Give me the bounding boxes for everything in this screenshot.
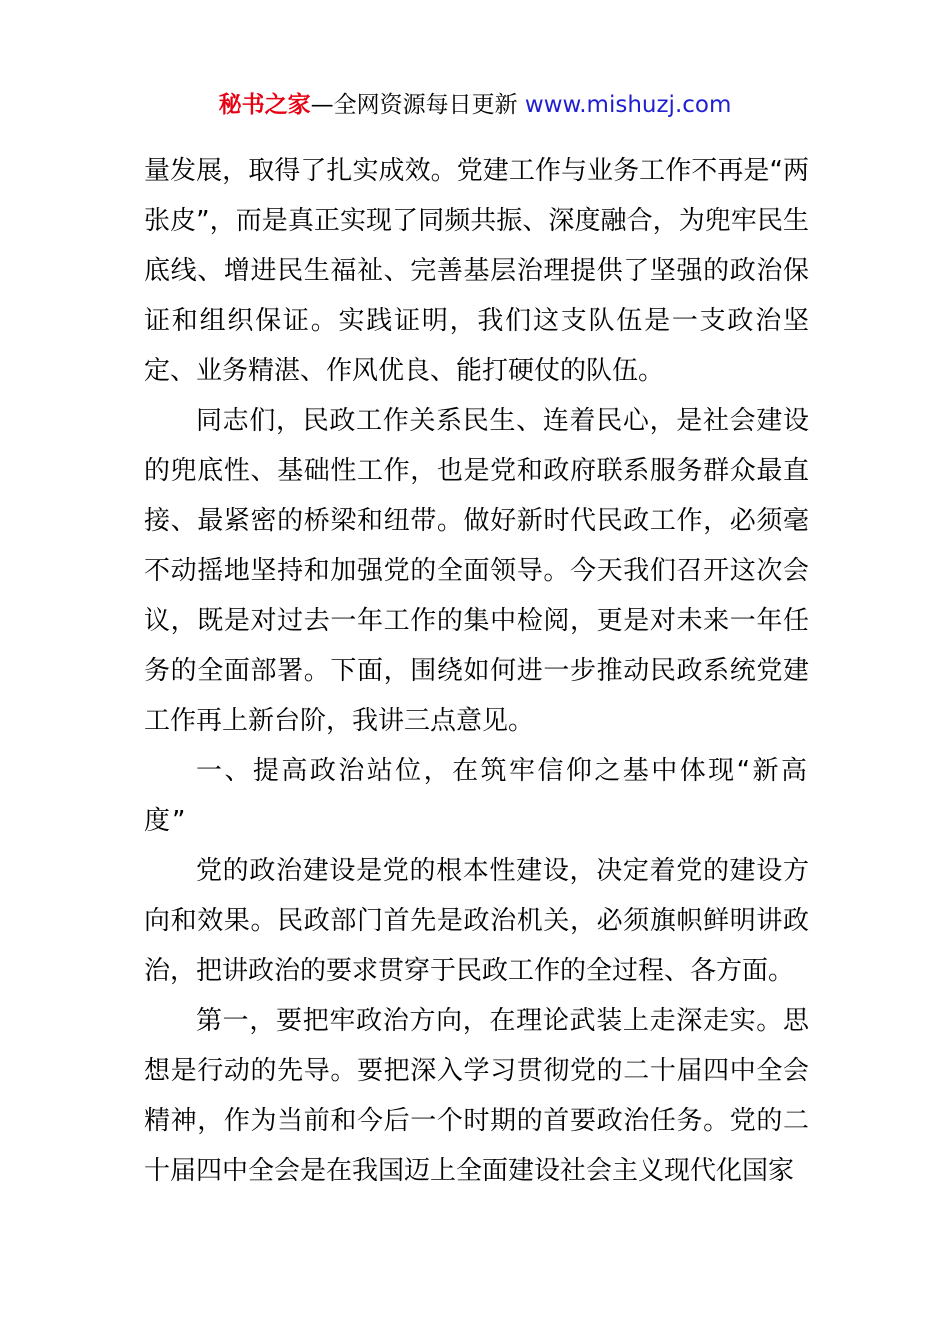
text-line: 接、最紧密的桥梁和纽带。做好新时代民政工作，必须毫: [144, 506, 809, 536]
text-line: 政治保证和组织保证。实践证明，我们这支队伍是一支政: [144, 256, 809, 336]
text-line: 牢民生底线、增进民生福祉、完善基层治理提供了坚强的: [144, 206, 809, 286]
brand-name: 秘书之家: [218, 92, 311, 118]
text-line: 务的全面部署。下面，围绕如何进一步推动民政系统党建: [144, 656, 809, 686]
text-line: 第一，要把牢政治方向，在理论武装上走深走实。思: [196, 1006, 809, 1036]
text-line: 同志们，民政工作关系民生、连着民心，是社会建设: [196, 406, 809, 436]
text-line: 党的政治建设是党的根本性建设，决定着党的建设方: [196, 856, 809, 886]
text-line: 一、提高政治站位，在筑牢信仰之基中体现“新高: [196, 756, 809, 786]
text-line: 精神，作为当前和今后一个时期的首要政治任务。党的二: [144, 1106, 809, 1136]
text-line: “两张皮”，而是真正实现了同频共振、深度融合，为兜: [144, 156, 809, 236]
text-line: 治，把讲政治的要求贯穿于民政工作的全过程、各方面。: [144, 956, 795, 986]
text-line: 向和效果。民政部门首先是政治机关，必须旗帜鲜明讲政: [144, 906, 809, 936]
paragraph: [144, 996, 809, 1196]
text-line: 的兜底性、基础性工作，也是党和政府联系服务群众最直: [144, 456, 809, 486]
paragraph: [144, 396, 809, 746]
text-line: 度”: [144, 806, 188, 836]
text-line: 量发展，取得了扎实成效。党建工作与业务工作不再是: [144, 156, 770, 186]
text-line: 十届四中全会是在我国迈上全面建设社会主义现代化国家: [144, 1156, 795, 1186]
paragraph: [144, 146, 809, 396]
header-tagline: —全网资源每日更新: [310, 92, 525, 118]
text-line: 议，既是对过去一年工作的集中检阅，更是对未来一年任: [144, 606, 809, 636]
page-header: [0, 88, 950, 122]
site-url-link[interactable]: www.mishuzj.com: [524, 92, 732, 118]
text-line: 不动摇地坚持和加强党的全面领导。今天我们召开这次会: [144, 556, 809, 586]
section-heading: [144, 746, 809, 846]
text-line: 治坚定、业务精湛、作风优良、能打硬仗的队伍。: [144, 306, 809, 386]
document-body: [144, 146, 809, 1196]
paragraph: [144, 846, 809, 996]
text-line: 想是行动的先导。要把深入学习贯彻党的二十届四中全会: [144, 1056, 809, 1086]
text-line: 工作再上新台阶，我讲三点意见。: [144, 706, 535, 736]
